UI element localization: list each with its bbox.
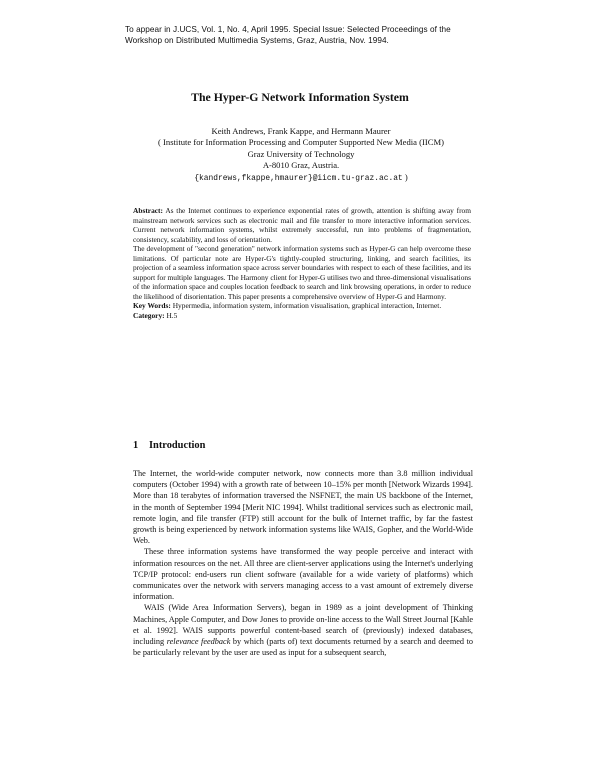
paper-title: The Hyper-G Network Information System [191, 90, 409, 104]
section-heading [133, 440, 473, 451]
author-block [128, 126, 474, 184]
category-label: Category: [133, 310, 165, 320]
keywords [133, 301, 471, 311]
body-text [133, 468, 473, 658]
category-value: H.5 [166, 310, 178, 320]
category [133, 311, 471, 321]
body-paragraph-3 [133, 602, 473, 658]
keywords-text: Hypermedia, information system, information visualisation, graphical interaction, Internet. [172, 301, 442, 310]
publication-note: To appear in J.UCS, Vol. 1, No. 4, April 1995. Special Issue: Selected Proceedings of the Workshop on Distributed Multimedia Systems, Graz, Austria, Nov. 1994. [125, 25, 451, 45]
keywords-label: Key Words: [133, 301, 171, 310]
author-emails: {kandrews,fkappe,hmaurer}@iicm.tu-graz.ac.at [194, 173, 403, 183]
email-close-paren: ) [402, 171, 408, 182]
address: A-8010 Graz, Austria. [262, 160, 340, 171]
body-paragraph-1: The Internet, the world-wide computer network, now connects more than 3.8 million individual computers (October 1994) with a growth rate of between 10–15% per month [Network Wizards 1994]. More than 18 terabytes of information traversed the NSFNET, the main US backbone of the Internet, in the month of September 1994 [Merit NIC 1994]. Whilst traditional services such as electronic mail, remote login, and file transfer (FTP) still account for the bulk of Internet traffic, by far the fastest growth is being experienced by network information systems like WAIS, Gopher, and the World-Wide Web. [133, 469, 473, 546]
author-names: Keith Andrews, Frank Kappe, and Hermann Maurer [211, 126, 391, 136]
abstract [133, 206, 471, 320]
body-paragraph-3-start: WAIS (Wide Area Information Servers), began in 1989 as a joint development of Thinking Machines, Apple Computer, and Dow Jones to provide on-line access to the Wall Street Journal [Kahle et al. 1992]. WAIS supports powerful content-based search of (previously) indexed databases, including [133, 603, 473, 647]
abstract-paragraph-1 [133, 206, 471, 244]
relevance-feedback-term: relevance feedback [166, 637, 231, 647]
email-line [128, 172, 474, 184]
section-title: Introduction [149, 440, 206, 451]
university: Graz University of Technology [247, 148, 355, 159]
abstract-label: Abstract: [133, 206, 163, 215]
body-paragraph-2: These three information systems have transformed the way people perceive and interact with information resources on the net. All three are client-server applications using the Internet's underlying TCP/IP protocol: end-users run client software (available for a wide variety of platforms) which communicates over the network with servers managing access to a vast amount of extremely diverse information. [133, 547, 473, 602]
affiliation: ( Institute for Information Processing and Computer Supported New Media (IICM) [158, 137, 444, 148]
abstract-text-1: As the Internet continues to experience exponential rates of growth, attention is shifting away from mainstream network services such as electronic mail and file transfer to more interactive information services. Current network information systems, whilst extremely successful, run into problems of fragmentation, consistency, scalability, and loss of orientation. [133, 206, 471, 244]
abstract-paragraph-2: The development of "second generation" network information systems such as Hyper-G can help overcome these limitations. Of particular note are Hyper-G's tightly-coupled structuring, linking, and search facilities, its projection of a seamless information space across server boundaries with respect to each of these facilities, and its support for multiple languages. The Harmony client for Hyper-G utilises two and three-dimensional visualisations of the information space and couples location feedback to search and link browsing operations, in order to reduce the likelihood of disorientation. This paper presents a comprehensive overview of Hyper-G and Harmony. [133, 244, 471, 301]
body-paragraph-3-end: by which (parts of) text documents returned by a search and deemed to be particularly relevant by the user are used as input for a subsequent search, [133, 637, 473, 658]
section-number: 1 [133, 440, 139, 451]
